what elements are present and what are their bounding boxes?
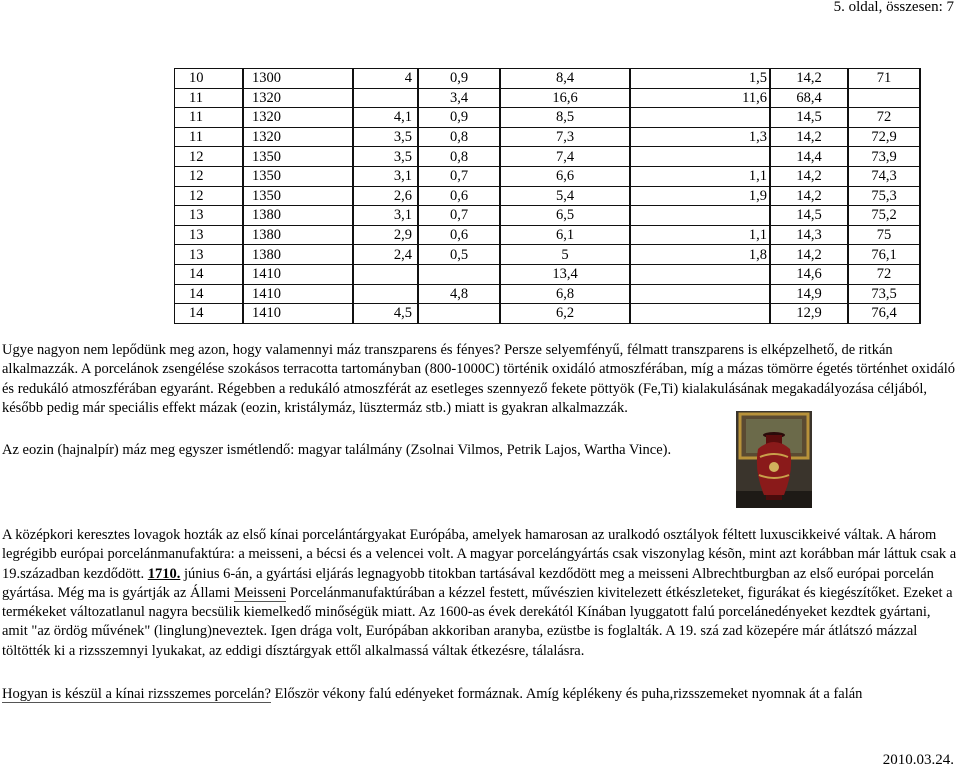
table-cell: 1350 [243, 186, 353, 206]
table-cell: 0,9 [418, 69, 500, 89]
table-cell: 1410 [243, 304, 353, 324]
meisseni-link[interactable]: Meisseni [233, 584, 287, 601]
table-cell: 72 [848, 264, 920, 284]
table-cell: 1410 [243, 264, 353, 284]
table-cell [630, 206, 770, 226]
table-cell: 14,2 [770, 245, 848, 265]
table-cell: 1410 [243, 284, 353, 304]
history-text-c: Porcelánmanufaktúrában a kézzel festett, művészien kivitelezett étkészleteket, figurákat és kiegészítőket. Ezeket a termékeket változatlanul nagyra becsülik kiemelkedő minőségük miatt. Az 1600-as évek derekától Kínában lyuggatott falú porcelánedényeket kezdtek gyártani, amit "az ördög művének" (linglung)neveztek. Igen drága volt, Európában akkoriban aranyba, ezüstbe is foglalták. A 19. szá zad közepére már átlátszó mázzal töltötték ki a rizsszemnyi lyukakat, az eddigi dísztárgyak ettől alkalmassá váltak étkezésre, tálalásra. [2, 584, 953, 659]
table-cell: 14,9 [770, 284, 848, 304]
table-cell: 72 [848, 108, 920, 128]
table-cell: 12 [175, 186, 244, 206]
footer-date: 2010.03.24. [882, 752, 954, 768]
table-row [175, 304, 921, 324]
page-info: 5. oldal, összesen: 7 [833, 0, 954, 15]
table-row [175, 166, 921, 186]
table-cell: 8,4 [500, 69, 630, 89]
table-cell: 11 [175, 88, 244, 108]
year-link[interactable]: 1710. [147, 565, 181, 582]
data-table [174, 68, 921, 324]
table-cell: 76,4 [848, 304, 920, 324]
table-cell [353, 284, 418, 304]
table-cell: 2,4 [353, 245, 418, 265]
table-cell [848, 88, 920, 108]
table-cell: 76,1 [848, 245, 920, 265]
table-cell: 3,1 [353, 166, 418, 186]
paragraph-eozin: Az eozin (hajnalpír) máz meg egyszer ismétlendő: magyar találmány (Zsolnai Vilmos, Petrik Lajos, Wartha Vince). [2, 442, 672, 458]
table-row [175, 264, 921, 284]
table-cell: 2,6 [353, 186, 418, 206]
table-cell: 4,8 [418, 284, 500, 304]
table-cell: 1,9 [630, 186, 770, 206]
table-cell: 12,9 [770, 304, 848, 324]
table-cell: 1350 [243, 147, 353, 167]
table-cell: 11 [175, 108, 244, 128]
table-cell: 1,8 [630, 245, 770, 265]
table-cell: 12 [175, 147, 244, 167]
table-cell: 14,5 [770, 206, 848, 226]
table-cell: 2,9 [353, 225, 418, 245]
table-cell: 13 [175, 245, 244, 265]
howto-link[interactable]: Hogyan is készül a kínai rizsszemes porcelán? [2, 686, 271, 702]
table-cell: 1380 [243, 245, 353, 265]
table-cell: 0,7 [418, 206, 500, 226]
table-cell: 0,9 [418, 108, 500, 128]
table-cell: 14,3 [770, 225, 848, 245]
table-cell: 12 [175, 166, 244, 186]
table-cell: 1,5 [630, 69, 770, 89]
table-cell: 14,5 [770, 108, 848, 128]
paragraph-howto [2, 685, 957, 704]
table-cell: 0,7 [418, 166, 500, 186]
table-cell: 73,5 [848, 284, 920, 304]
table-row [175, 147, 921, 167]
table-cell: 0,6 [418, 186, 500, 206]
howto-text: Először vékony falú edényeket formáznak. Amíg képlékeny és puha,rizsszemeket nyomnak át a falán [270, 686, 863, 702]
table-cell: 6,5 [500, 206, 630, 226]
table-cell: 7,3 [500, 127, 630, 147]
table-row [175, 206, 921, 226]
table-cell: 0,6 [418, 225, 500, 245]
table-cell: 14 [175, 264, 244, 284]
table-cell: 68,4 [770, 88, 848, 108]
vase-photo-icon [736, 411, 812, 508]
table-cell: 0,8 [418, 127, 500, 147]
paragraph-history [2, 526, 957, 661]
table-cell: 3,5 [353, 127, 418, 147]
table-row [175, 69, 921, 89]
table-cell: 14,6 [770, 264, 848, 284]
table-cell: 3,5 [353, 147, 418, 167]
table-row [175, 108, 921, 128]
table-cell: 16,6 [500, 88, 630, 108]
table-cell: 6,8 [500, 284, 630, 304]
table-cell: 14 [175, 304, 244, 324]
table-cell: 14,2 [770, 127, 848, 147]
table-cell: 1350 [243, 166, 353, 186]
history-text-b: június 6-án, a gyártási eljárás legnagyobb titokban tartásával kezdődött meg a meisseni Albrechtburgban az első európai porcelán gyártása. Még ma is gyártják az Állami [2, 565, 934, 601]
table-cell [630, 108, 770, 128]
table-cell: 1,3 [630, 127, 770, 147]
table-cell: 13,4 [500, 264, 630, 284]
table-cell: 75,2 [848, 206, 920, 226]
table-cell: 75,3 [848, 186, 920, 206]
table-cell: 73,9 [848, 147, 920, 167]
table-cell: 11,6 [630, 88, 770, 108]
table-cell: 4,1 [353, 108, 418, 128]
table-cell [630, 147, 770, 167]
table-cell: 6,2 [500, 304, 630, 324]
table-cell: 3,4 [418, 88, 500, 108]
table-cell: 14,2 [770, 69, 848, 89]
table-cell: 11 [175, 127, 244, 147]
table-cell: 5 [500, 245, 630, 265]
table-cell: 1320 [243, 127, 353, 147]
table-cell: 13 [175, 225, 244, 245]
table-cell: 3,1 [353, 206, 418, 226]
table-cell: 1300 [243, 69, 353, 89]
table-cell: 74,3 [848, 166, 920, 186]
table-cell: 14 [175, 284, 244, 304]
table-cell [353, 88, 418, 108]
table-row [175, 245, 921, 265]
table-cell: 1320 [243, 108, 353, 128]
table-cell [630, 264, 770, 284]
table-cell: 4,5 [353, 304, 418, 324]
table-cell: 0,5 [418, 245, 500, 265]
paragraph-glaze-firing: Ugye nagyon nem lepődünk meg azon, hogy valamennyi máz transzparens és fényes? Persze selyemfényű, félmatt transzparens is elképzelhető, de ritkán alkalmazzák. A porcelánok zsengélése szokásos terracotta tartományban (800-1000C) történik oxidáló atmoszférában, míg a mázas tömörre égetés történhet oxidáló és redukáló atmoszférában egyaránt. Régebben a redukáló atmoszférát az esetleges szennyező fekete pöttyök (Fe,Ti) kialakulásának megakadályozása céljából, később pedig már speciális effekt mázak (eozin, kristálymáz, lüsztermáz stb.) miatt is gyakran alkalmazzák. [2, 342, 956, 416]
table-cell [630, 284, 770, 304]
table-row [175, 186, 921, 206]
vase-image [736, 411, 812, 508]
table-cell [353, 264, 418, 284]
table-cell: 1320 [243, 88, 353, 108]
table-cell [630, 304, 770, 324]
table-cell: 14,2 [770, 166, 848, 186]
table-cell: 5,4 [500, 186, 630, 206]
table-cell: 75 [848, 225, 920, 245]
history-text-a: A középkori keresztes lovagok hozták az első kínai porcelántárgyakat Európába, amelyek hamarosan az uralkodó osztályok féltett luxuscikkeivé váltak. A három legrégibb európai porcelánmanufaktúra: a meisseni, a bécsi és a velencei volt. A magyar porcelángyártás csak viszonylag késõn, mint azt korábban már láttuk csak a 19.században kezdődött. [2, 527, 957, 582]
table-row [175, 127, 921, 147]
table-cell: 14,4 [770, 147, 848, 167]
table-cell: 72,9 [848, 127, 920, 147]
table-cell: 6,6 [500, 166, 630, 186]
table-cell: 1380 [243, 206, 353, 226]
table-cell: 7,4 [500, 147, 630, 167]
table-cell: 14,2 [770, 186, 848, 206]
table-row [175, 284, 921, 304]
table-cell: 10 [175, 69, 244, 89]
table-row [175, 88, 921, 108]
table-body [175, 69, 921, 324]
table-row [175, 225, 921, 245]
table-cell: 4 [353, 69, 418, 89]
table-cell: 13 [175, 206, 244, 226]
table-cell: 1,1 [630, 225, 770, 245]
table-cell: 1380 [243, 225, 353, 245]
table-cell: 1,1 [630, 166, 770, 186]
table-cell: 8,5 [500, 108, 630, 128]
table-cell [418, 264, 500, 284]
table-cell: 6,1 [500, 225, 630, 245]
table-cell: 0,8 [418, 147, 500, 167]
table-cell [418, 304, 500, 324]
table-cell: 71 [848, 69, 920, 89]
